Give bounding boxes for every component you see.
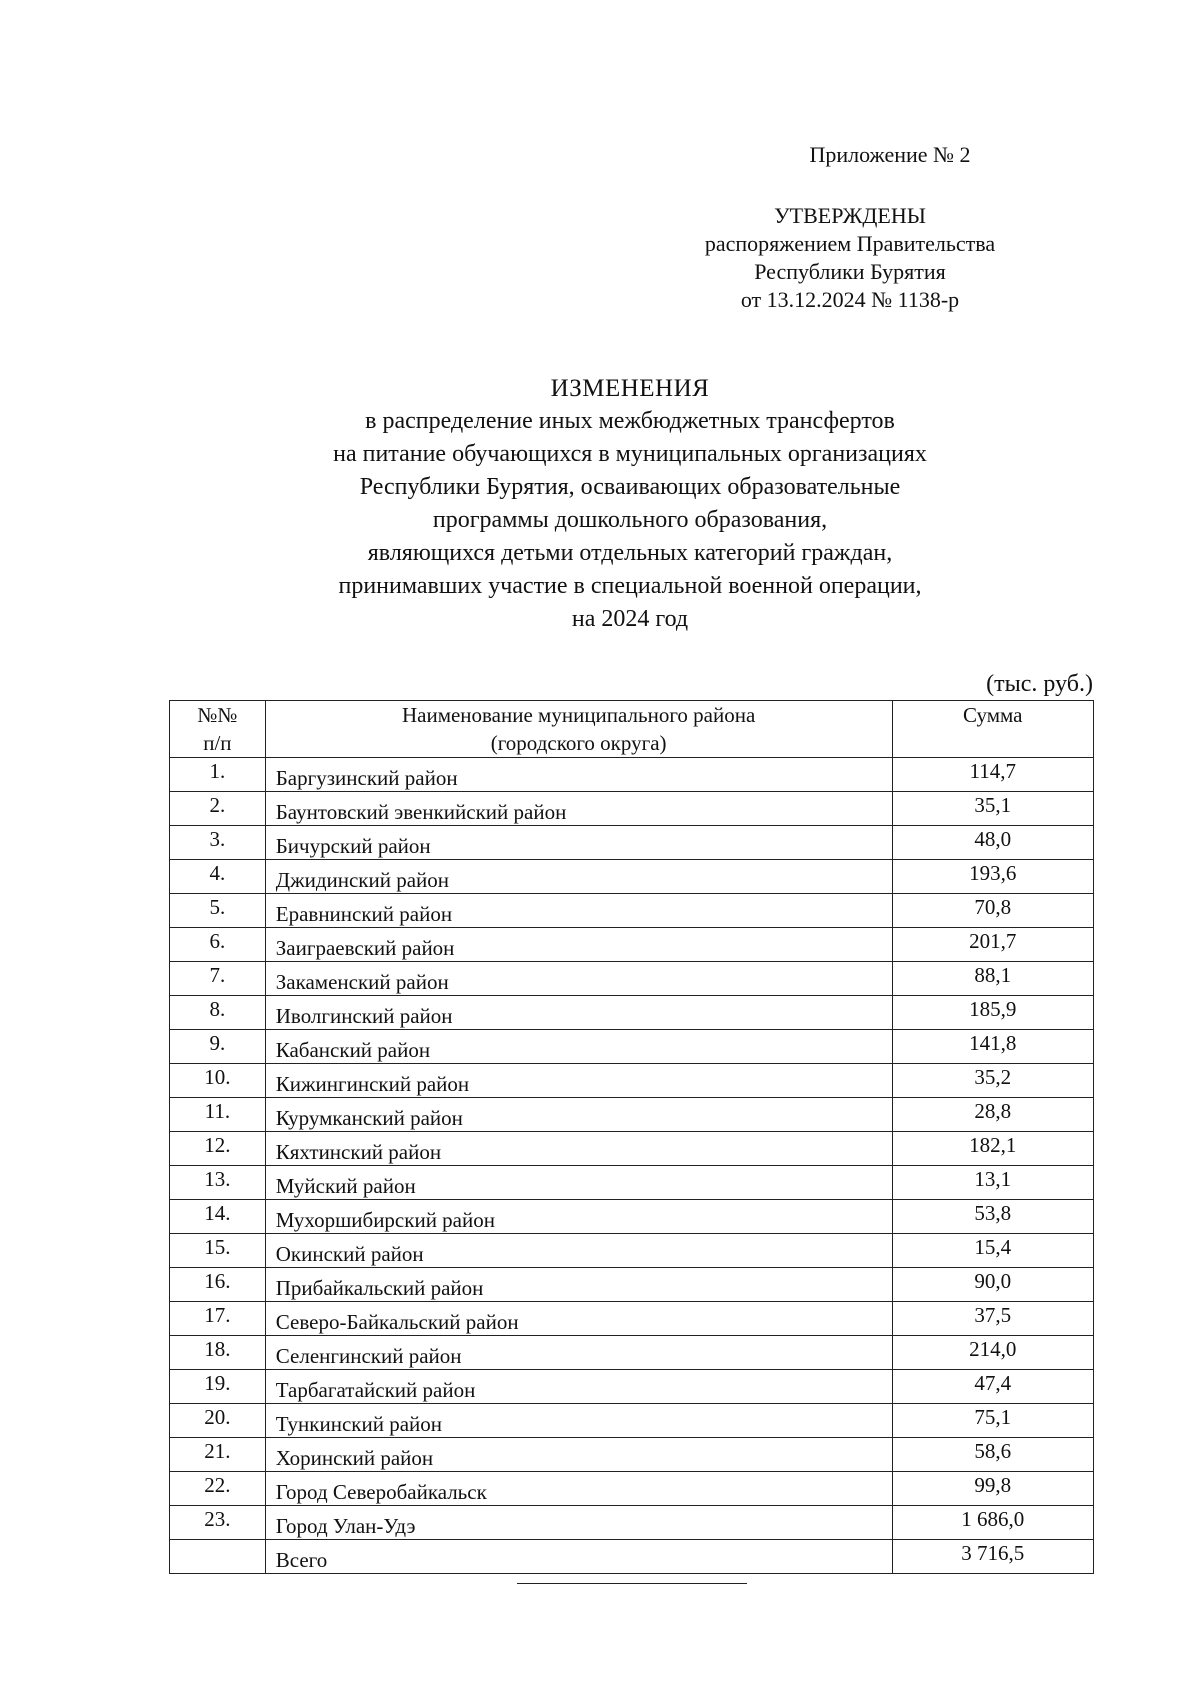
table-row — [170, 1098, 1094, 1132]
approval-block — [700, 202, 1000, 314]
row-district-name: Прибайкальский район — [265, 1268, 892, 1302]
row-district-name: Баргузинский район — [265, 758, 892, 792]
row-district-name: Всего — [265, 1540, 892, 1574]
row-district-name: Иволгинский район — [265, 996, 892, 1030]
row-number: 21. — [170, 1438, 266, 1472]
title-line: принимавших участие в специальной военной операции, — [338, 573, 922, 599]
title-line: программы дошкольного образования, — [432, 507, 828, 533]
table-row — [170, 1438, 1094, 1472]
row-number: 1. — [170, 758, 266, 792]
row-number: 10. — [170, 1064, 266, 1098]
table-row — [170, 1268, 1094, 1302]
row-number: 12. — [170, 1132, 266, 1166]
row-number: 7. — [170, 962, 266, 996]
table-row — [170, 1404, 1094, 1438]
row-sum: 182,1 — [892, 1132, 1093, 1166]
row-number: 4. — [170, 860, 266, 894]
row-number: 2. — [170, 792, 266, 826]
title-line: в распределение иных межбюджетных трансфертов — [365, 408, 895, 434]
row-district-name: Кижингинский район — [265, 1064, 892, 1098]
header-number-line: п/п — [203, 731, 232, 755]
table-row — [170, 996, 1094, 1030]
row-sum: 13,1 — [892, 1166, 1093, 1200]
header-district-name — [265, 701, 892, 758]
table-row — [170, 1234, 1094, 1268]
table-total-row — [170, 1540, 1094, 1574]
row-sum: 37,5 — [892, 1302, 1093, 1336]
allocation-table — [169, 700, 1094, 1574]
table-row — [170, 1336, 1094, 1370]
closing-rule — [517, 1583, 747, 1584]
approval-heading: УТВЕРЖДЕНЫ — [774, 203, 926, 228]
row-number: 3. — [170, 826, 266, 860]
row-district-name: Город Северобайкальск — [265, 1472, 892, 1506]
table-row — [170, 1030, 1094, 1064]
row-sum: 75,1 — [892, 1404, 1093, 1438]
document-title — [200, 372, 1060, 636]
row-district-name: Закаменский район — [265, 962, 892, 996]
row-number: 23. — [170, 1506, 266, 1540]
row-sum: 141,8 — [892, 1030, 1093, 1064]
row-sum: 185,9 — [892, 996, 1093, 1030]
row-sum: 214,0 — [892, 1336, 1093, 1370]
title-line: Республики Бурятия, осваивающих образовательные — [359, 474, 901, 500]
row-district-name: Заиграевский район — [265, 928, 892, 962]
row-number: 19. — [170, 1370, 266, 1404]
table-row — [170, 1370, 1094, 1404]
title-line: на 2024 год — [571, 606, 689, 632]
row-number — [170, 1540, 266, 1574]
row-sum: 1 686,0 — [892, 1506, 1093, 1540]
table-row — [170, 860, 1094, 894]
table-row — [170, 894, 1094, 928]
row-number: 15. — [170, 1234, 266, 1268]
table-row — [170, 1064, 1094, 1098]
row-sum: 35,2 — [892, 1064, 1093, 1098]
table-row — [170, 1472, 1094, 1506]
row-number: 11. — [170, 1098, 266, 1132]
row-district-name: Баунтовский эвенкийский район — [265, 792, 892, 826]
row-district-name: Мухоршибирский район — [265, 1200, 892, 1234]
row-sum: 193,6 — [892, 860, 1093, 894]
row-district-name: Хоринский район — [265, 1438, 892, 1472]
row-district-name: Тарбагатайский район — [265, 1370, 892, 1404]
header-name-line: Наименование муниципального района — [401, 703, 756, 727]
header-number-line: №№ — [197, 703, 238, 727]
row-district-name: Северо-Байкальский район — [265, 1302, 892, 1336]
row-sum: 35,1 — [892, 792, 1093, 826]
row-sum: 48,0 — [892, 826, 1093, 860]
row-number: 22. — [170, 1472, 266, 1506]
table-row — [170, 962, 1094, 996]
approval-date-number: от 13.12.2024 № 1138-р — [740, 287, 960, 312]
row-number: 13. — [170, 1166, 266, 1200]
row-district-name: Бичурский район — [265, 826, 892, 860]
table-row — [170, 1166, 1094, 1200]
table-row — [170, 792, 1094, 826]
row-sum: 47,4 — [892, 1370, 1093, 1404]
table-row — [170, 1132, 1094, 1166]
row-district-name: Селенгинский район — [265, 1336, 892, 1370]
row-sum: 114,7 — [892, 758, 1093, 792]
row-number: 16. — [170, 1268, 266, 1302]
row-district-name: Тункинский район — [265, 1404, 892, 1438]
table-row — [170, 1302, 1094, 1336]
header-name-line: (городского округа) — [490, 731, 667, 755]
table-row — [170, 826, 1094, 860]
approval-republic: Республики Бурятия — [754, 259, 946, 284]
row-district-name: Курумканский район — [265, 1098, 892, 1132]
row-sum: 70,8 — [892, 894, 1093, 928]
row-sum: 28,8 — [892, 1098, 1093, 1132]
row-number: 8. — [170, 996, 266, 1030]
table-row — [170, 928, 1094, 962]
row-sum: 90,0 — [892, 1268, 1093, 1302]
row-number: 5. — [170, 894, 266, 928]
row-number: 20. — [170, 1404, 266, 1438]
title-line: на питание обучающихся в муниципальных организациях — [333, 441, 927, 467]
table-row — [170, 1506, 1094, 1540]
row-number: 6. — [170, 928, 266, 962]
row-district-name: Джидинский район — [265, 860, 892, 894]
row-sum: 58,6 — [892, 1438, 1093, 1472]
row-sum: 15,4 — [892, 1234, 1093, 1268]
row-sum: 53,8 — [892, 1200, 1093, 1234]
appendix-label: Приложение № 2 — [809, 142, 971, 167]
row-district-name: Окинский район — [265, 1234, 892, 1268]
row-number: 14. — [170, 1200, 266, 1234]
header-sum: Сумма — [892, 701, 1093, 758]
approval-authority: распоряжением Правительства — [704, 231, 996, 256]
title-line: являющихся детьми отдельных категорий граждан, — [367, 540, 893, 566]
row-sum: 99,8 — [892, 1472, 1093, 1506]
row-district-name: Кабанский район — [265, 1030, 892, 1064]
table-header-row — [170, 701, 1094, 758]
row-district-name: Кяхтинский район — [265, 1132, 892, 1166]
row-sum: 201,7 — [892, 928, 1093, 962]
header-number — [170, 701, 266, 758]
row-sum: 88,1 — [892, 962, 1093, 996]
title-main: ИЗМЕНЕНИЯ — [550, 375, 710, 402]
row-district-name: Еравнинский район — [265, 894, 892, 928]
unit-label: (тыс. руб.) — [986, 671, 1093, 697]
row-sum: 3 716,5 — [892, 1540, 1093, 1574]
row-number: 18. — [170, 1336, 266, 1370]
table-row — [170, 1200, 1094, 1234]
row-number: 17. — [170, 1302, 266, 1336]
table-row — [170, 758, 1094, 792]
row-number: 9. — [170, 1030, 266, 1064]
table-body — [170, 758, 1094, 1574]
row-district-name: Муйский район — [265, 1166, 892, 1200]
row-district-name: Город Улан-Удэ — [265, 1506, 892, 1540]
